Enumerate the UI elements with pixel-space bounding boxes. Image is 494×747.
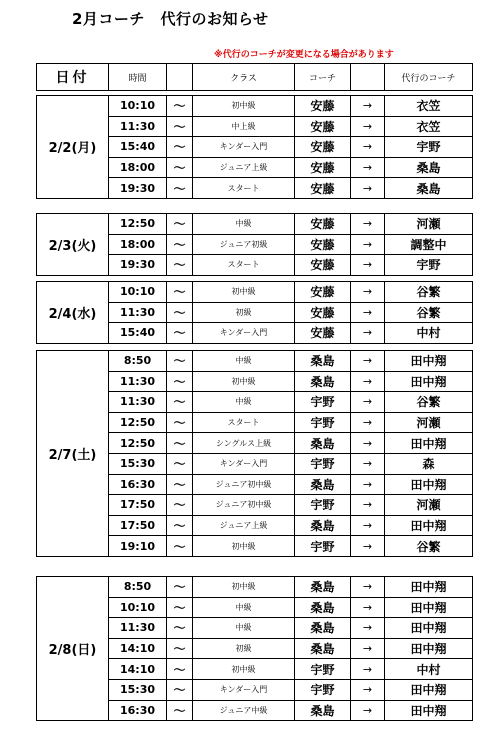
class-cell: 初級	[193, 638, 295, 659]
time-cell: 11:30	[109, 618, 167, 639]
tilde-cell: ～	[167, 577, 193, 598]
time-cell: 16:30	[109, 474, 167, 495]
class-cell: キンダー入門	[193, 137, 295, 158]
tilde-cell: ～	[167, 234, 193, 255]
arrow-cell: →	[351, 618, 385, 639]
header-tilde	[167, 64, 193, 91]
substitute-coach-cell: 宇野	[385, 137, 473, 158]
arrow-cell: →	[351, 255, 385, 276]
coach-cell: 安藤	[295, 234, 351, 255]
arrow-cell: →	[351, 351, 385, 372]
arrow-cell: →	[351, 371, 385, 392]
arrow-cell: →	[351, 178, 385, 199]
time-cell: 14:10	[109, 638, 167, 659]
class-cell: キンダー入門	[193, 453, 295, 474]
time-cell: 10:10	[109, 282, 167, 303]
header-arrow	[351, 64, 385, 91]
time-cell: 10:10	[109, 597, 167, 618]
coach-cell: 安藤	[295, 137, 351, 158]
substitute-coach-cell: 田中翔	[385, 371, 473, 392]
tilde-cell: ～	[167, 371, 193, 392]
page-title: 2月コーチ 代行のお知らせ	[72, 10, 269, 28]
schedule-block	[36, 576, 473, 721]
time-cell: 12:50	[109, 433, 167, 454]
substitute-coach-cell: 谷繁	[385, 302, 473, 323]
class-cell: 初中級	[193, 282, 295, 303]
coach-cell: 安藤	[295, 302, 351, 323]
header-time: 時間	[109, 64, 167, 91]
time-cell: 8:50	[109, 577, 167, 598]
class-cell: ジュニア中級	[193, 700, 295, 721]
schedule-block	[36, 95, 473, 199]
arrow-cell: →	[351, 679, 385, 700]
tilde-cell: ～	[167, 597, 193, 618]
date-cell: 2/3(火)	[37, 214, 109, 276]
coach-cell: 桑島	[295, 700, 351, 721]
time-cell: 11:30	[109, 371, 167, 392]
coach-cell: 桑島	[295, 371, 351, 392]
tilde-cell: ～	[167, 96, 193, 117]
substitute-coach-cell: 河瀬	[385, 412, 473, 433]
arrow-cell: →	[351, 453, 385, 474]
arrow-cell: →	[351, 577, 385, 598]
coach-cell: 宇野	[295, 659, 351, 680]
header-coach: コーチ	[295, 64, 351, 91]
substitute-coach-cell: 森	[385, 453, 473, 474]
substitute-coach-cell: 桑島	[385, 157, 473, 178]
substitute-coach-cell: 田中翔	[385, 474, 473, 495]
tilde-cell: ～	[167, 700, 193, 721]
class-cell: 中級	[193, 618, 295, 639]
time-cell: 17:50	[109, 495, 167, 516]
class-cell: 初級	[193, 302, 295, 323]
tilde-cell: ～	[167, 412, 193, 433]
arrow-cell: →	[351, 433, 385, 454]
coach-cell: 桑島	[295, 618, 351, 639]
arrow-cell: →	[351, 392, 385, 413]
tilde-cell: ～	[167, 302, 193, 323]
tilde-cell: ～	[167, 638, 193, 659]
tilde-cell: ～	[167, 323, 193, 344]
class-cell: 中級	[193, 351, 295, 372]
class-cell: 初中級	[193, 96, 295, 117]
class-cell: シングルス上級	[193, 433, 295, 454]
time-cell: 14:10	[109, 659, 167, 680]
time-cell: 19:30	[109, 255, 167, 276]
tilde-cell: ～	[167, 214, 193, 235]
substitute-coach-cell: 河瀬	[385, 495, 473, 516]
date-cell: 2/4(水)	[37, 282, 109, 344]
tilde-cell: ～	[167, 433, 193, 454]
coach-cell: 宇野	[295, 679, 351, 700]
time-cell: 18:00	[109, 157, 167, 178]
class-cell: キンダー入門	[193, 679, 295, 700]
date-cell: 2/7(土)	[37, 351, 109, 557]
coach-cell: 桑島	[295, 577, 351, 598]
class-cell: スタート	[193, 178, 295, 199]
time-cell: 15:40	[109, 323, 167, 344]
coach-cell: 安藤	[295, 214, 351, 235]
arrow-cell: →	[351, 495, 385, 516]
time-cell: 17:50	[109, 515, 167, 536]
arrow-cell: →	[351, 302, 385, 323]
arrow-cell: →	[351, 474, 385, 495]
tilde-cell: ～	[167, 536, 193, 557]
tilde-cell: ～	[167, 255, 193, 276]
class-cell: ジュニア上級	[193, 515, 295, 536]
coach-cell: 安藤	[295, 178, 351, 199]
substitute-coach-cell: 田中翔	[385, 351, 473, 372]
tilde-cell: ～	[167, 453, 193, 474]
time-cell: 12:50	[109, 214, 167, 235]
arrow-cell: →	[351, 282, 385, 303]
coach-cell: 桑島	[295, 433, 351, 454]
arrow-cell: →	[351, 214, 385, 235]
class-cell: 中級	[193, 214, 295, 235]
header-table	[36, 63, 473, 91]
arrow-cell: →	[351, 116, 385, 137]
coach-cell: 安藤	[295, 255, 351, 276]
time-cell: 10:10	[109, 96, 167, 117]
schedule-block	[36, 350, 473, 557]
table-row	[37, 282, 473, 303]
class-cell: ジュニア初中級	[193, 495, 295, 516]
time-cell: 15:30	[109, 679, 167, 700]
arrow-cell: →	[351, 536, 385, 557]
tilde-cell: ～	[167, 495, 193, 516]
time-cell: 15:30	[109, 453, 167, 474]
substitute-coach-cell: 衣笠	[385, 96, 473, 117]
coach-cell: 安藤	[295, 96, 351, 117]
substitute-coach-cell: 谷繁	[385, 282, 473, 303]
arrow-cell: →	[351, 234, 385, 255]
class-cell: ジュニア初級	[193, 234, 295, 255]
header-class: クラス	[193, 64, 295, 91]
substitute-coach-cell: 衣笠	[385, 116, 473, 137]
time-cell: 11:30	[109, 392, 167, 413]
arrow-cell: →	[351, 96, 385, 117]
substitute-coach-cell: 田中翔	[385, 700, 473, 721]
tilde-cell: ～	[167, 157, 193, 178]
tilde-cell: ～	[167, 618, 193, 639]
substitute-coach-cell: 田中翔	[385, 577, 473, 598]
header-date: 日付	[37, 64, 109, 91]
arrow-cell: →	[351, 137, 385, 158]
tilde-cell: ～	[167, 515, 193, 536]
class-cell: 中級	[193, 392, 295, 413]
tilde-cell: ～	[167, 116, 193, 137]
tilde-cell: ～	[167, 178, 193, 199]
header-sub: 代行のコーチ	[385, 64, 473, 91]
coach-cell: 安藤	[295, 323, 351, 344]
coach-cell: 安藤	[295, 157, 351, 178]
coach-cell: 桑島	[295, 474, 351, 495]
class-cell: キンダー入門	[193, 323, 295, 344]
tilde-cell: ～	[167, 679, 193, 700]
substitute-coach-cell: 田中翔	[385, 679, 473, 700]
substitute-coach-cell: 調整中	[385, 234, 473, 255]
substitute-coach-cell: 桑島	[385, 178, 473, 199]
arrow-cell: →	[351, 515, 385, 536]
time-cell: 11:30	[109, 116, 167, 137]
table-row	[37, 577, 473, 598]
class-cell: 中級	[193, 597, 295, 618]
coach-cell: 宇野	[295, 412, 351, 433]
class-cell: スタート	[193, 255, 295, 276]
substitute-coach-cell: 谷繁	[385, 536, 473, 557]
time-cell: 18:00	[109, 234, 167, 255]
coach-cell: 桑島	[295, 515, 351, 536]
time-cell: 8:50	[109, 351, 167, 372]
class-cell: ジュニア上級	[193, 157, 295, 178]
time-cell: 16:30	[109, 700, 167, 721]
class-cell: 初中級	[193, 577, 295, 598]
header-row	[37, 64, 473, 91]
date-cell: 2/2(月)	[37, 96, 109, 199]
arrow-cell: →	[351, 659, 385, 680]
coach-cell: 桑島	[295, 597, 351, 618]
class-cell: 中上級	[193, 116, 295, 137]
coach-cell: 安藤	[295, 282, 351, 303]
schedule-block	[36, 213, 473, 276]
tilde-cell: ～	[167, 351, 193, 372]
arrow-cell: →	[351, 412, 385, 433]
date-cell: 2/8(日)	[37, 577, 109, 721]
tilde-cell: ～	[167, 282, 193, 303]
coach-cell: 桑島	[295, 638, 351, 659]
arrow-cell: →	[351, 700, 385, 721]
time-cell: 19:30	[109, 178, 167, 199]
coach-cell: 宇野	[295, 536, 351, 557]
arrow-cell: →	[351, 323, 385, 344]
schedule-block	[36, 281, 473, 344]
substitute-coach-cell: 田中翔	[385, 618, 473, 639]
coach-cell: 宇野	[295, 453, 351, 474]
substitute-coach-cell: 田中翔	[385, 597, 473, 618]
tilde-cell: ～	[167, 659, 193, 680]
coach-cell: 桑島	[295, 351, 351, 372]
tilde-cell: ～	[167, 392, 193, 413]
substitute-coach-cell: 中村	[385, 323, 473, 344]
class-cell: 初中級	[193, 536, 295, 557]
table-row	[37, 96, 473, 117]
coach-cell: 安藤	[295, 116, 351, 137]
class-cell: 初中級	[193, 659, 295, 680]
time-cell: 11:30	[109, 302, 167, 323]
coach-cell: 宇野	[295, 392, 351, 413]
table-row	[37, 351, 473, 372]
time-cell: 15:40	[109, 137, 167, 158]
substitute-coach-cell: 谷繁	[385, 392, 473, 413]
change-note: ※代行のコーチが変更になる場合があります	[214, 50, 394, 60]
arrow-cell: →	[351, 597, 385, 618]
substitute-coach-cell: 河瀬	[385, 214, 473, 235]
substitute-coach-cell: 田中翔	[385, 433, 473, 454]
arrow-cell: →	[351, 638, 385, 659]
substitute-coach-cell: 宇野	[385, 255, 473, 276]
class-cell: ジュニア初中級	[193, 474, 295, 495]
tilde-cell: ～	[167, 474, 193, 495]
arrow-cell: →	[351, 157, 385, 178]
coach-cell: 宇野	[295, 495, 351, 516]
class-cell: スタート	[193, 412, 295, 433]
table-row	[37, 214, 473, 235]
tilde-cell: ～	[167, 137, 193, 158]
substitute-coach-cell: 田中翔	[385, 515, 473, 536]
class-cell: 初中級	[193, 371, 295, 392]
time-cell: 12:50	[109, 412, 167, 433]
substitute-coach-cell: 田中翔	[385, 638, 473, 659]
time-cell: 19:10	[109, 536, 167, 557]
substitute-coach-cell: 中村	[385, 659, 473, 680]
